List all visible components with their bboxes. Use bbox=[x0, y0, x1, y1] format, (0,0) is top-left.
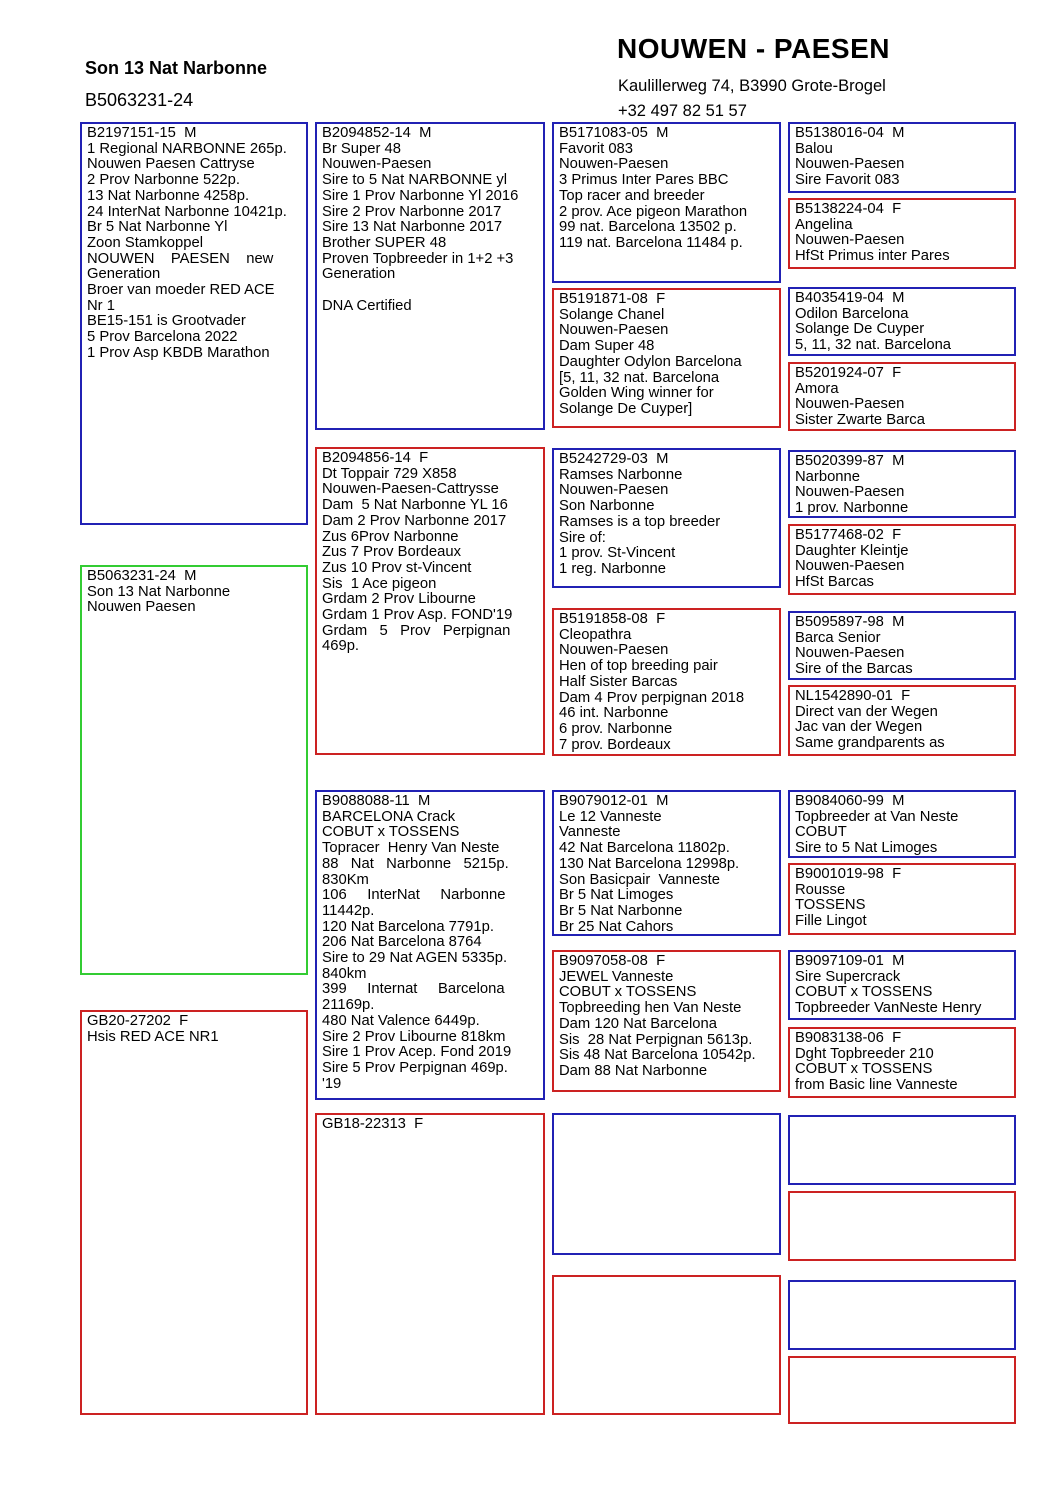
pedigree-line: Golden Wing winner for bbox=[559, 385, 714, 402]
pedigree-line: TOSSENS bbox=[795, 897, 866, 914]
loft-name: NOUWEN - PAESEN bbox=[617, 33, 890, 64]
pedigree-line: 830Km bbox=[322, 871, 369, 888]
pedigree-line: 399 Internat Barcelona bbox=[322, 981, 505, 998]
pedigree-line: BARCELONA Crack bbox=[322, 808, 456, 825]
pedigree-line: COBUT x TOSSENS bbox=[559, 984, 697, 1001]
pedigree-line: Sire to 5 Nat NARBONNE yl bbox=[322, 172, 508, 189]
pedigree-line: Sister Zwarte Barca bbox=[795, 412, 925, 429]
pedigree-line: BE15-151 is Grootvader bbox=[87, 313, 246, 330]
pedigree-line: Hen of top breeding pair bbox=[559, 658, 718, 675]
pedigree-line: Half Sister Barcas bbox=[559, 673, 678, 690]
pedigree-line: Odilon Barcelona bbox=[795, 305, 909, 322]
pedigree-line: Son Basicpair Vanneste bbox=[559, 871, 720, 888]
ring-number-line: B5177468-02 F bbox=[795, 527, 902, 543]
pedigree-line: Generation bbox=[87, 266, 161, 283]
pedigree-line: 24 InterNat Narbonne 10421p. bbox=[87, 203, 287, 220]
ring-number-line: B5201924-07 F bbox=[795, 365, 902, 381]
pedigree-line: Rousse bbox=[795, 881, 846, 898]
pedigree-line: Dt Toppair 729 X858 bbox=[322, 465, 457, 482]
pedigree-line: Zus 7 Prov Bordeaux bbox=[322, 544, 461, 561]
pedigree-box-B5171083-05 bbox=[552, 122, 781, 283]
pedigree-line: Hsis RED ACE NR1 bbox=[87, 1028, 219, 1045]
pedigree-line: Sire Favorit 083 bbox=[795, 172, 900, 189]
ring-number-line: B5020399-87 M bbox=[795, 453, 905, 469]
pedigree-line: Cleopathra bbox=[559, 626, 632, 643]
pedigree-line: Favorit 083 bbox=[559, 140, 634, 157]
pedigree-box-B9083138-06 bbox=[788, 1027, 1016, 1098]
ring-number-line: B5138224-04 F bbox=[795, 201, 902, 217]
ring-number-line: B9079012-01 M bbox=[559, 793, 669, 809]
pedigree-line: Dam 88 Nat Narbonne bbox=[559, 1062, 708, 1079]
pedigree-line: COBUT x TOSSENS bbox=[795, 984, 933, 1001]
pedigree-line: Sire 1 Prov Narbonne Yl 2016 bbox=[322, 187, 519, 204]
pedigree-box-B5242729-03 bbox=[552, 448, 781, 588]
pedigree-line: Son 13 Nat Narbonne bbox=[87, 583, 231, 600]
pedigree-line: Nouwen-Paesen bbox=[795, 396, 905, 413]
pedigree-line: Solange Chanel bbox=[559, 306, 665, 323]
pedigree-line: Proven Topbreeder in 1+2 +3 bbox=[322, 250, 514, 267]
pedigree-line: DNA Certified bbox=[322, 297, 412, 314]
ring-number-line: B2094852-14 M bbox=[322, 125, 432, 141]
pedigree-box-B5138224-04 bbox=[788, 198, 1016, 269]
pedigree-line: Daughter Kleintje bbox=[795, 542, 909, 559]
pedigree-line: Brother SUPER 48 bbox=[322, 234, 447, 251]
pedigree-line: 119 nat. Barcelona 11484 p. bbox=[559, 234, 743, 251]
pedigree-line: Nouwen-Paesen bbox=[322, 156, 432, 173]
pedigree-line: Broer van moeder RED ACE bbox=[87, 282, 275, 299]
pedigree-line: Nouwen-Paesen bbox=[559, 482, 669, 499]
ring-number-line: B2094856-14 F bbox=[322, 450, 429, 466]
pedigree-line: Topracer Henry Van Neste bbox=[322, 840, 500, 857]
pedigree-line: Zus 6Prov Narbonne bbox=[322, 528, 459, 545]
pedigree-line: Solange De Cuyper bbox=[795, 321, 925, 338]
pedigree-line: 1 prov. Narbonne bbox=[795, 500, 909, 517]
pedigree-line: Ramses is a top breeder bbox=[559, 513, 721, 530]
pedigree-line: Sire 2 Prov Narbonne 2017 bbox=[322, 203, 502, 220]
pedigree-line: Amora bbox=[795, 380, 839, 397]
pedigree-line: Nr 1 bbox=[87, 297, 115, 314]
pedigree-line: Sis 48 Nat Barcelona 10542p. bbox=[559, 1047, 756, 1064]
pedigree-line: Vanneste bbox=[559, 824, 621, 841]
ring-number-line: B5095897-98 M bbox=[795, 614, 905, 630]
pedigree-box-empty-13 bbox=[552, 1113, 781, 1255]
ring-number-line: NL1542890-01 F bbox=[795, 688, 911, 704]
pedigree-line: Br Super 48 bbox=[322, 140, 401, 157]
pedigree-box-B9084060-99 bbox=[788, 790, 1016, 858]
pedigree-line: Nouwen Paesen Cattryse bbox=[87, 156, 255, 173]
pedigree-line: COBUT bbox=[795, 824, 847, 841]
pedigree-line: HfSt Barcas bbox=[795, 574, 874, 591]
pedigree-line: 42 Nat Barcelona 11802p. bbox=[559, 840, 730, 857]
page-title: Son 13 Nat Narbonne bbox=[85, 58, 268, 78]
pedigree-line: Sire of the Barcas bbox=[795, 661, 913, 678]
pedigree-line: 206 Nat Barcelona 8764 bbox=[322, 934, 482, 951]
pedigree-line: Br 5 Nat Narbonne bbox=[559, 902, 683, 919]
pedigree-box-empty-27 bbox=[788, 1115, 1016, 1185]
pedigree-box-B5063231-24 bbox=[80, 565, 308, 975]
pedigree-line: Le 12 Vanneste bbox=[559, 808, 662, 825]
pedigree-box-empty-14 bbox=[552, 1275, 781, 1415]
pedigree-line: 480 Nat Valence 6449p. bbox=[322, 1012, 480, 1029]
pedigree-line: COBUT x TOSSENS bbox=[795, 1061, 933, 1078]
pedigree-line: Sis 28 Nat Perpignan 5613p. bbox=[559, 1031, 753, 1048]
ring-number-line: GB20-27202 F bbox=[87, 1013, 189, 1029]
pedigree-box-B5177468-02 bbox=[788, 524, 1016, 595]
pedigree-line: 1 Regional NARBONNE 265p. bbox=[87, 140, 287, 157]
pedigree-line: Zoon Stamkoppel bbox=[87, 234, 203, 251]
ring-number-line: B5138016-04 M bbox=[795, 125, 905, 141]
pedigree-line: Daughter Odylon Barcelona bbox=[559, 353, 742, 370]
pedigree-box-B2094856-14 bbox=[315, 447, 545, 755]
pedigree-box-GB18-22313 bbox=[315, 1113, 545, 1415]
pedigree-box-GB20-27202 bbox=[80, 1010, 308, 1415]
ring-number-line: B5191871-08 F bbox=[559, 291, 666, 307]
pedigree-box-B5138016-04 bbox=[788, 122, 1016, 193]
pedigree-line: Topbreeding hen Van Neste bbox=[559, 1000, 742, 1017]
pedigree-line bbox=[322, 283, 538, 299]
pedigree-line: Generation bbox=[322, 266, 396, 283]
pedigree-line: Nouwen-Paesen bbox=[559, 322, 669, 339]
pedigree-line: Top racer and breeder bbox=[559, 187, 705, 204]
pedigree-box-B5201924-07 bbox=[788, 362, 1016, 431]
pedigree-line: Grdam 2 Prov Libourne bbox=[322, 591, 476, 608]
pedigree-line: Sire 13 Nat Narbonne 2017 bbox=[322, 219, 503, 236]
ring-number-line: B9097109-01 M bbox=[795, 953, 905, 969]
pedigree-line: 99 nat. Barcelona 13502 p. bbox=[559, 219, 737, 236]
pedigree-line: Br 25 Nat Cahors bbox=[559, 918, 674, 935]
pedigree-line: Son Narbonne bbox=[559, 498, 655, 515]
pedigree-box-B9079012-01 bbox=[552, 790, 781, 936]
pedigree-line: Nouwen-Paesen bbox=[795, 484, 905, 501]
pedigree-line: Narbonne bbox=[795, 468, 860, 485]
ring-number-line: B4035419-04 M bbox=[795, 290, 905, 306]
subject-ring: B5063231-24 bbox=[85, 90, 194, 110]
ring-number-line: B5171083-05 M bbox=[559, 125, 669, 141]
pedigree-line: Dam 120 Nat Barcelona bbox=[559, 1015, 717, 1032]
pedigree-line: 5 Prov Barcelona 2022 bbox=[87, 329, 238, 346]
pedigree-line: Topbreeder VanNeste Henry bbox=[795, 1000, 982, 1017]
loft-phone: +32 497 82 51 57 bbox=[618, 102, 747, 120]
pedigree-line: 46 int. Narbonne bbox=[559, 705, 669, 722]
pedigree-box-B9001019-98 bbox=[788, 863, 1016, 935]
ring-number-line: GB18-22313 F bbox=[322, 1116, 424, 1132]
pedigree-line: from Basic line Vanneste bbox=[795, 1077, 958, 1094]
ring-number-line: B9084060-99 M bbox=[795, 793, 905, 809]
pedigree-line: Dam 5 Nat Narbonne YL 16 bbox=[322, 497, 508, 514]
pedigree-box-NL1542890-01 bbox=[788, 685, 1016, 756]
pedigree-line: 1 prov. St-Vincent bbox=[559, 545, 676, 562]
pedigree-line: 5, 11, 32 nat. Barcelona bbox=[795, 337, 952, 354]
pedigree-line: Br 5 Nat Limoges bbox=[559, 887, 674, 904]
pedigree-line: JEWEL Vanneste bbox=[559, 968, 674, 985]
pedigree-line: HfSt Primus inter Pares bbox=[795, 248, 950, 265]
pedigree-line: Sire 1 Prov Acep. Fond 2019 bbox=[322, 1044, 512, 1061]
pedigree-line: 2 Prov Narbonne 522p. bbox=[87, 172, 241, 189]
ring-number-line: B5191858-08 F bbox=[559, 611, 666, 627]
pedigree-line: Sire Supercrack bbox=[795, 968, 901, 985]
pedigree-line: 88 Nat Narbonne 5215p. bbox=[322, 855, 509, 872]
ring-number-line: B2197151-15 M bbox=[87, 125, 197, 141]
pedigree-line: 120 Nat Barcelona 7791p. bbox=[322, 918, 494, 935]
pedigree-line: Grdam 5 Prov Perpignan bbox=[322, 622, 511, 639]
pedigree-line: Jac van der Wegen bbox=[795, 719, 923, 736]
pedigree-line: Dam 4 Prov perpignan 2018 bbox=[559, 689, 745, 706]
pedigree-line: COBUT x TOSSENS bbox=[322, 824, 460, 841]
pedigree-line: Sire 5 Prov Perpignan 469p. bbox=[322, 1059, 508, 1076]
pedigree-line: Topbreeder at Van Neste bbox=[795, 808, 959, 825]
pedigree-box-B9097109-01 bbox=[788, 950, 1016, 1020]
pedigree-line: 13 Nat Narbonne 4258p. bbox=[87, 187, 250, 204]
ring-number-line: B9097058-08 F bbox=[559, 953, 666, 969]
pedigree-line: 7 prov. Bordeaux bbox=[559, 736, 671, 753]
pedigree-line: NOUWEN PAESEN new bbox=[87, 250, 274, 267]
pedigree-line: 840km bbox=[322, 965, 367, 982]
pedigree-line: 130 Nat Barcelona 12998p. bbox=[559, 855, 740, 872]
ring-number-line: B9088088-11 M bbox=[322, 793, 431, 809]
pedigree-box-B2094852-14 bbox=[315, 122, 545, 430]
pedigree-line: Ramses Narbonne bbox=[559, 466, 683, 483]
pedigree-line: Solange De Cuyper] bbox=[559, 400, 693, 417]
pedigree-line: Nouwen-Paesen bbox=[559, 642, 669, 659]
pedigree-box-B2197151-15 bbox=[80, 122, 308, 525]
pedigree-line: Zus 10 Prov st-Vincent bbox=[322, 559, 472, 576]
pedigree-line: Sire of: bbox=[559, 529, 606, 546]
pedigree-line: 11442p. bbox=[322, 902, 375, 919]
pedigree-line: Nouwen Paesen bbox=[87, 599, 196, 616]
ring-number-line: B5063231-24 M bbox=[87, 568, 197, 584]
loft-address: Kaulillerweg 74, B3990 Grote-Brogel bbox=[618, 77, 886, 95]
pedigree-line: Direct van der Wegen bbox=[795, 703, 938, 720]
pedigree-line: Dam 2 Prov Narbonne 2017 bbox=[322, 512, 507, 529]
pedigree-line: 6 prov. Narbonne bbox=[559, 720, 673, 737]
pedigree-line: Fille Lingot bbox=[795, 913, 867, 930]
pedigree-line: 469p. bbox=[322, 638, 360, 655]
pedigree-line: 1 Prov Asp KBDB Marathon bbox=[87, 344, 270, 361]
pedigree-line: Br 5 Nat Narbonne Yl bbox=[87, 219, 228, 236]
pedigree-box-B4035419-04 bbox=[788, 287, 1016, 356]
pedigree-line: Same grandparents as bbox=[795, 735, 945, 752]
pedigree-line: Nouwen-Paesen bbox=[795, 156, 905, 173]
pedigree-line: Nouwen-Paesen-Cattrysse bbox=[322, 481, 499, 498]
pedigree-line: Sire to 29 Nat AGEN 5335p. bbox=[322, 950, 508, 967]
pedigree-box-B5191858-08 bbox=[552, 608, 781, 756]
pedigree-line: 3 Primus Inter Pares BBC bbox=[559, 172, 729, 189]
pedigree-line: 21169p. bbox=[322, 997, 375, 1014]
pedigree-line: Sire 2 Prov Libourne 818km bbox=[322, 1028, 506, 1045]
pedigree-line: '19 bbox=[322, 1075, 342, 1092]
pedigree-line: [5, 11, 32 nat. Barcelona bbox=[559, 369, 720, 386]
pedigree-box-B5191871-08 bbox=[552, 288, 781, 428]
pedigree-line: Balou bbox=[795, 140, 833, 157]
pedigree-line: Nouwen-Paesen bbox=[795, 558, 905, 575]
pedigree-line: Nouwen-Paesen bbox=[795, 645, 905, 662]
pedigree-line: Nouwen-Paesen bbox=[559, 156, 669, 173]
pedigree-line: Nouwen-Paesen bbox=[795, 232, 905, 249]
pedigree-box-empty-30 bbox=[788, 1356, 1016, 1424]
pedigree-box-empty-29 bbox=[788, 1280, 1016, 1350]
pedigree-box-B5095897-98 bbox=[788, 611, 1016, 680]
pedigree-line: Grdam 1 Prov Asp. FOND'19 bbox=[322, 607, 513, 624]
pedigree-line: Sis 1 Ace pigeon bbox=[322, 575, 437, 592]
pedigree-box-B9088088-11 bbox=[315, 790, 545, 1100]
pedigree-line: Dght Topbreeder 210 bbox=[795, 1045, 934, 1062]
ring-number-line: B5242729-03 M bbox=[559, 451, 669, 467]
pedigree-box-empty-28 bbox=[788, 1191, 1016, 1261]
pedigree-line: 2 prov. Ace pigeon Marathon bbox=[559, 203, 748, 220]
pedigree-line: Dam Super 48 bbox=[559, 338, 655, 355]
ring-number-line: B9083138-06 F bbox=[795, 1030, 902, 1046]
ring-number-line: B9001019-98 F bbox=[795, 866, 902, 882]
pedigree-box-B5020399-87 bbox=[788, 450, 1016, 518]
pedigree-line: 1 reg. Narbonne bbox=[559, 560, 666, 577]
pedigree-line: Angelina bbox=[795, 216, 853, 233]
pedigree-box-B9097058-08 bbox=[552, 950, 781, 1092]
pedigree-line: Sire to 5 Nat Limoges bbox=[795, 840, 938, 857]
pedigree-line: 106 InterNat Narbonne bbox=[322, 887, 506, 904]
pedigree-line: Barca Senior bbox=[795, 629, 881, 646]
